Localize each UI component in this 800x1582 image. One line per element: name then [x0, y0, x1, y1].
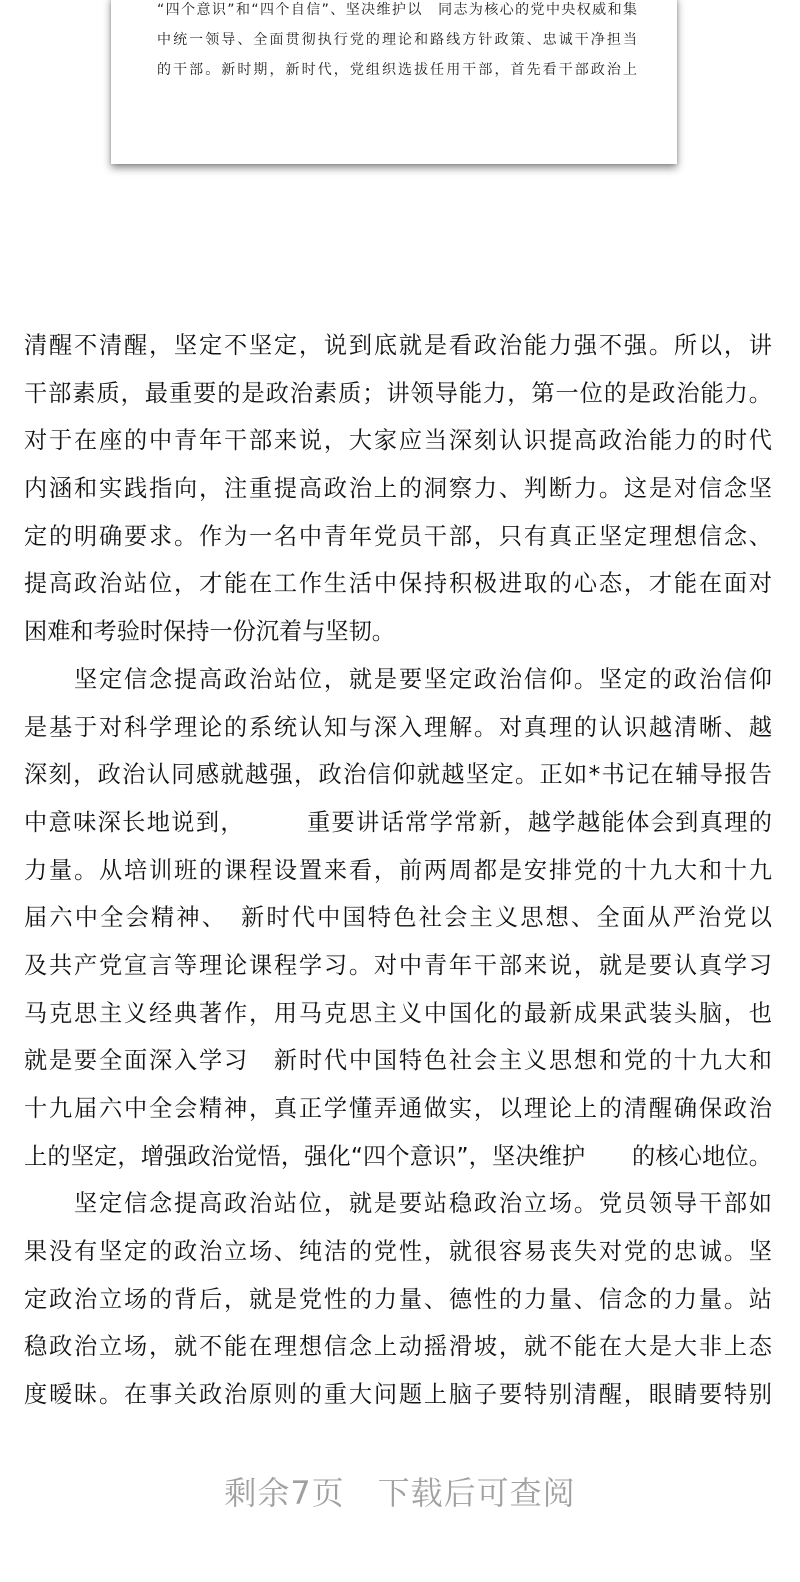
- document-text-line: 是基于对科学理论的系统认知与深入理解。对真理的认识越清晰、越: [24, 713, 772, 741]
- document-body: [24, 322, 772, 1419]
- document-text-line: 十九届六中全会精神，真正学懂弄通做实，以理论上的清醒确保政治: [24, 1095, 772, 1122]
- document-text-line: 内涵和实践指向，注重提高政治上的洞察力、判断力。这是对信念坚: [24, 475, 772, 503]
- document-text-line: 坚定信念提高政治站位，就是要坚定政治信仰。坚定的政治信仰: [24, 665, 772, 693]
- card-text-line: 中统一领导、全面贯彻执行党的理论和路线方针政策、忠诚干净担当: [157, 32, 637, 48]
- document-text-line: 坚定信念提高政治站位，就是要站稳政治立场。党员领导干部如: [24, 1190, 772, 1218]
- document-text-line: 提高政治站位，才能在工作生活中保持积极进取的心态，才能在面对: [24, 570, 772, 598]
- document-text-line: 中意味深长地说到， 重要讲话常学常新，越学越能体会到真理的: [24, 808, 772, 836]
- document-text-line: 及共产党宣言等理论课程学习。对中青年干部来说，就是要认真学习: [24, 951, 772, 979]
- document-text-line: 力量。从培训班的课程设置来看，前两周都是安排党的十九大和十九: [24, 856, 772, 884]
- document-text-line: 稳政治立场，就不能在理想信念上动摇滑坡，就不能在大是大非上态: [24, 1333, 772, 1361]
- document-text-line: 干部素质，最重要的是政治素质；讲领导能力，第一位的是政治能力。: [24, 379, 772, 407]
- remaining-pages-notice[interactable]: 剩余7页 下载后可查阅: [224, 1474, 576, 1512]
- document-text-line: 果没有坚定的政治立场、纯洁的党性，就很容易丧失对党的忠诚。坚: [24, 1238, 772, 1266]
- document-text-line: 度暧昧。在事关政治原则的重大问题上脑子要特别清醒，眼睛要特别: [24, 1381, 772, 1409]
- document-text-line: 届六中全会精神、 新时代中国特色社会主义思想、全面从严治党以: [24, 904, 772, 932]
- preview-card: [111, 0, 677, 164]
- document-text-line: 定政治立场的背后，就是党性的力量、德性的力量、信念的力量。站: [24, 1285, 772, 1313]
- document-text-line: 就是要全面深入学习 新时代中国特色社会主义思想和党的十九大和: [24, 1047, 772, 1075]
- document-text-line: 定的明确要求。作为一名中青年党员干部，只有真正坚定理想信念、: [24, 522, 772, 550]
- document-text-line: 困难和考验时保持一份沉着与坚韧。: [24, 618, 395, 646]
- document-text-line: 上的坚定，增强政治觉悟，强化“四个意识”，坚决维护 的核心地位。: [24, 1142, 772, 1170]
- document-text-line: 深刻，政治认同感就越强，政治信仰就越坚定。正如*书记在辅导报告: [24, 761, 772, 789]
- card-text-line: “四个意识”和“四个自信”、坚决维护以 同志为核心的党中央权威和集: [157, 2, 637, 18]
- document-text-line: 清醒不清醒，坚定不坚定，说到底就是看政治能力强不强。所以，讲: [24, 332, 772, 359]
- document-text-line: 马克思主义经典著作，用马克思主义中国化的最新成果武装头脑，也: [24, 999, 772, 1027]
- document-text-line: 对于在座的中青年干部来说，大家应当深刻认识提高政治能力的时代: [24, 427, 772, 455]
- card-text-line: 的干部。新时期，新时代，党组织选拔任用干部，首先看干部政治上: [157, 62, 637, 78]
